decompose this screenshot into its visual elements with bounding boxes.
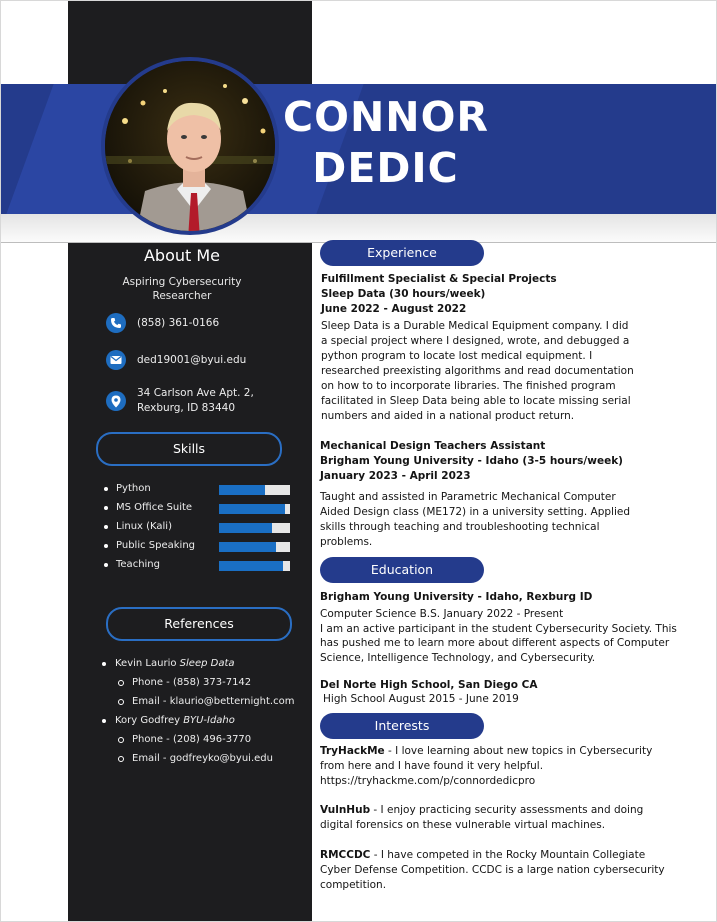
reference-email: Email - klaurio@betternight.com bbox=[132, 696, 295, 707]
skills-list bbox=[104, 481, 294, 576]
candidate-name bbox=[283, 92, 488, 194]
last-name: DEDIC bbox=[312, 144, 459, 192]
job-title: Mechanical Design Teachers Assistant bbox=[320, 440, 546, 452]
skill-bar-fill bbox=[219, 542, 276, 552]
reference-name-line bbox=[115, 713, 235, 728]
phone-number: (858) 361-0166 bbox=[137, 316, 220, 329]
job-desc-line: Aided Design class (ME172) in a university setting. Applied bbox=[320, 506, 630, 518]
contact-phone bbox=[106, 313, 219, 333]
email-address: ded19001@byui.edu bbox=[137, 353, 247, 366]
interest-text: from here and I have found it very helpful. bbox=[320, 760, 544, 772]
about-subtitle-line: Aspiring Cybersecurity bbox=[122, 276, 242, 288]
bullet bbox=[104, 563, 108, 567]
skill-item bbox=[104, 538, 294, 557]
skill-bar-fill bbox=[219, 523, 272, 533]
job-desc-line: Sleep Data is a Durable Medical Equipment company. I did bbox=[321, 320, 629, 332]
job-desc-line: facilitated in Sleep Data being able to locate missing serial bbox=[321, 395, 631, 407]
school-name: Brigham Young University - Idaho, Rexburg ID bbox=[320, 591, 593, 603]
school-detail-line: I am an active participant in the student Cybersecurity Society. This bbox=[320, 622, 677, 635]
skill-bar-fill bbox=[219, 485, 265, 495]
phone-icon bbox=[106, 313, 126, 333]
skill-bar-fill bbox=[219, 504, 285, 514]
references-heading: References bbox=[106, 607, 292, 641]
skill-label: Linux (Kali) bbox=[116, 521, 172, 532]
contact-address bbox=[106, 386, 254, 416]
interests-heading: Interests bbox=[320, 713, 484, 739]
profile-photo bbox=[101, 57, 279, 235]
interest-name: VulnHub bbox=[320, 804, 371, 816]
experience-job bbox=[320, 439, 680, 550]
interest-text: digital forensics on these vulnerable virtual machines. bbox=[320, 819, 606, 831]
bullet bbox=[104, 487, 108, 491]
interest-text: Cyber Defense Competition. CCDC is a large nation cybersecurity bbox=[320, 864, 665, 876]
job-org: Brigham Young University - Idaho (3-5 hours/week) bbox=[320, 455, 623, 467]
reference-name-line bbox=[115, 656, 235, 671]
banner-shadow bbox=[0, 214, 717, 242]
about-subtitle-line: Researcher bbox=[152, 290, 212, 302]
job-title: Fulfillment Specialist & Special Projects bbox=[321, 273, 557, 285]
job-dates: January 2023 - April 2023 bbox=[320, 470, 471, 482]
skill-label: Teaching bbox=[116, 559, 160, 570]
job-desc-line: on how to to incorporate libraries. The finished program bbox=[321, 380, 616, 392]
experience-heading: Experience bbox=[320, 240, 484, 266]
reference-org: BYU-Idaho bbox=[183, 715, 235, 726]
location-pin-icon bbox=[106, 391, 126, 411]
bullet bbox=[102, 662, 106, 666]
job-desc-line: python program to locate lost medical equipment. I bbox=[321, 350, 593, 362]
school-detail: High School August 2015 - June 2019 bbox=[323, 693, 519, 705]
about-subtitle bbox=[68, 275, 296, 303]
job-desc-line: Taught and assisted in Parametric Mechanical Computer bbox=[320, 491, 616, 503]
bullet bbox=[104, 506, 108, 510]
school-name: Del Norte High School, San Diego CA bbox=[320, 679, 538, 691]
portrait-illustration bbox=[105, 61, 279, 235]
bullet bbox=[102, 719, 106, 723]
skill-bar bbox=[219, 504, 290, 514]
job-desc-line: problems. bbox=[320, 536, 373, 548]
education-heading: Education bbox=[320, 557, 484, 583]
interest-text: - I enjoy practicing security assessments and doing bbox=[370, 804, 644, 816]
reference-email: Email - godfreyko@byui.edu bbox=[132, 753, 273, 764]
skill-label: Python bbox=[116, 483, 151, 494]
skill-bar-fill bbox=[219, 561, 283, 571]
school-detail bbox=[320, 607, 690, 665]
skill-label: MS Office Suite bbox=[116, 502, 193, 513]
job-org: Sleep Data (30 hours/week) bbox=[321, 288, 486, 300]
reference-org: Sleep Data bbox=[179, 658, 235, 669]
skill-bar bbox=[219, 523, 290, 533]
skill-item bbox=[104, 557, 294, 576]
sub-bullet bbox=[118, 756, 124, 762]
interest-item bbox=[320, 848, 700, 893]
school-detail-line: Computer Science B.S. January 2022 - Present bbox=[320, 608, 564, 620]
skill-item bbox=[104, 481, 294, 500]
skill-label: Public Speaking bbox=[116, 540, 196, 551]
job-desc-line: numbers and aided in a national product return. bbox=[321, 410, 575, 422]
school-detail-line: has pushed me to learn more about different aspects of Computer bbox=[320, 637, 670, 649]
skills-heading: Skills bbox=[96, 432, 282, 466]
reference-name: Kory Godfrey bbox=[115, 715, 181, 726]
job-desc-line: a special project where I designed, wrote, and debugged a bbox=[321, 335, 630, 347]
mail-icon bbox=[106, 350, 126, 370]
sub-bullet bbox=[118, 699, 124, 705]
address-line: 34 Carlson Ave Apt. 2, bbox=[137, 387, 254, 399]
reference-phone: Phone - (208) 496-3770 bbox=[132, 734, 252, 745]
sub-bullet bbox=[118, 680, 124, 686]
job-dates: June 2022 - August 2022 bbox=[321, 303, 467, 315]
address-line: Rexburg, ID 83440 bbox=[137, 402, 236, 414]
school-detail-line: Science, Intelligence Technology, and Cybersecurity. bbox=[320, 651, 596, 664]
interest-item bbox=[320, 803, 690, 833]
experience-job bbox=[321, 272, 681, 424]
job-desc-line: researched preexisting algorithms and read documentation bbox=[321, 365, 634, 377]
interest-link[interactable]: https://tryhackme.com/p/connordedicpro bbox=[320, 775, 536, 787]
job-desc-line: skills through teaching and troubleshooting technical bbox=[320, 521, 600, 533]
education-entry bbox=[320, 678, 680, 705]
first-name: CONNOR bbox=[283, 93, 489, 141]
skill-bar bbox=[219, 485, 290, 495]
interest-item bbox=[320, 744, 690, 789]
skill-item bbox=[104, 500, 294, 519]
education-entry bbox=[320, 590, 690, 665]
job-description bbox=[321, 319, 681, 424]
interest-name: RMCCDC bbox=[320, 849, 371, 861]
interest-text: - I love learning about new topics in Cybersecurity bbox=[384, 745, 653, 757]
interest-text: competition. bbox=[320, 879, 387, 891]
reference-phone: Phone - (858) 373-7142 bbox=[132, 677, 252, 688]
contact-email bbox=[106, 350, 246, 370]
skill-bar bbox=[219, 542, 290, 552]
interest-text: - I have competed in the Rocky Mountain Collegiate bbox=[370, 849, 646, 861]
sub-bullet bbox=[118, 737, 124, 743]
bullet bbox=[104, 544, 108, 548]
bullet bbox=[104, 525, 108, 529]
address bbox=[137, 386, 254, 416]
job-description bbox=[320, 490, 680, 550]
reference-name: Kevin Laurio bbox=[115, 658, 177, 669]
about-title: About Me bbox=[143, 246, 221, 265]
skill-item bbox=[104, 519, 294, 538]
skill-bar bbox=[219, 561, 290, 571]
interest-name: TryHackMe bbox=[320, 745, 385, 757]
